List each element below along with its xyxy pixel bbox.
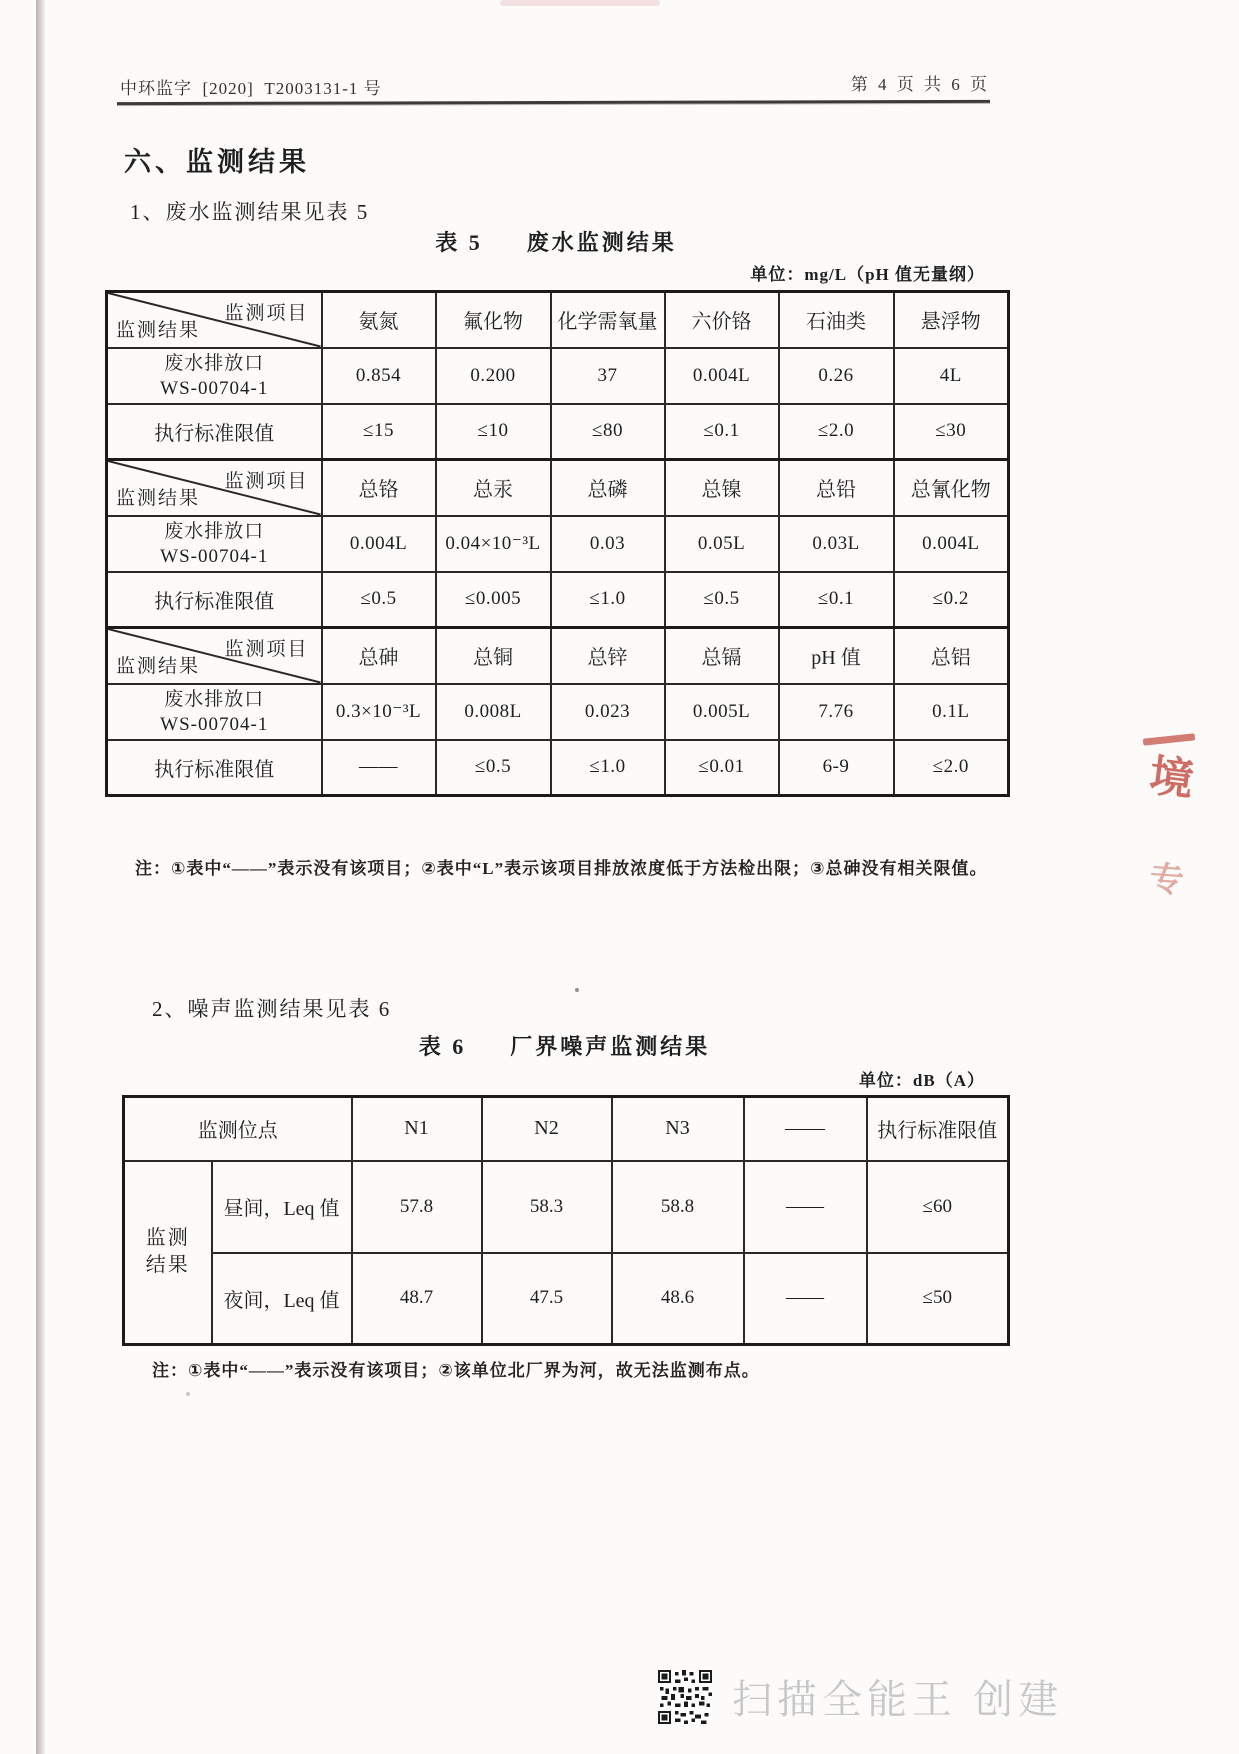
header-cell: 总镍 (665, 460, 779, 516)
table-row (107, 404, 1009, 460)
diagonal-bottom-label: 监测结果 (116, 487, 201, 509)
table-row (107, 348, 1009, 404)
limit-cell: ≤0.5 (436, 740, 551, 796)
outlet-name: 废水排放口 (164, 688, 265, 710)
row-label-cell: 昼间，Leq 值 (212, 1161, 352, 1253)
value-cell: 57.8 (352, 1161, 482, 1253)
table6-caption-label: 表 6 (418, 1034, 467, 1059)
limit-cell: ≤2.0 (894, 740, 1009, 796)
table-row (124, 1097, 1009, 1161)
header-cell: 总砷 (322, 628, 436, 684)
diagonal-top-label: 监测项目 (224, 639, 309, 660)
limit-cell: ≤30 (894, 404, 1009, 460)
header-cell: 总铬 (322, 460, 436, 516)
table-row (124, 1161, 1009, 1253)
scan-edge-shadow (36, 0, 45, 1754)
header-cell: —— (744, 1097, 867, 1161)
limit-cell: ≤0.01 (665, 740, 779, 796)
limit-cell: 6-9 (779, 740, 894, 796)
header-cell: 总铅 (779, 460, 894, 516)
limit-label-cell: 执行标准限值 (107, 740, 322, 796)
value-cell: 0.1L (894, 684, 1009, 740)
header-cell: 氨氮 (322, 292, 436, 348)
value-cell: 47.5 (482, 1253, 612, 1345)
limit-cell: ≤0.5 (665, 572, 779, 628)
qr-code (658, 1670, 712, 1724)
diagonal-top-label: 监测项目 (224, 303, 309, 324)
value-cell: ≤60 (867, 1161, 1009, 1253)
table5-caption-label: 表 5 (435, 230, 483, 255)
row-group-label: 监测 (145, 1227, 190, 1250)
header-cell: 总锌 (551, 628, 665, 684)
limit-cell: ≤1.0 (551, 740, 665, 796)
value-cell: ≤50 (867, 1253, 1009, 1345)
value-cell: 0.03L (779, 516, 894, 572)
table5-caption (105, 226, 1007, 257)
header-cell: 总铝 (894, 628, 1009, 684)
diagonal-header-cell (107, 628, 322, 684)
row-group-label: 结果 (145, 1254, 190, 1277)
diagonal-top-label: 监测项目 (224, 471, 309, 492)
header-cell: 总镉 (665, 628, 779, 684)
table5-unit: 单位：mg/L（pH 值无量纲） (750, 265, 985, 284)
header-cell: 悬浮物 (894, 292, 1009, 348)
table6-unit: 单位：dB（A） (858, 1071, 985, 1090)
noise-results-table (122, 1095, 1010, 1346)
header-cell: 总铜 (436, 628, 551, 684)
wastewater-results-table (105, 290, 1010, 797)
limit-cell: ≤0.2 (894, 572, 1009, 628)
table-row (107, 740, 1009, 796)
subsection-1-title: 1、废水监测结果见表 5 (130, 200, 370, 224)
value-cell: 0.004L (322, 516, 436, 572)
page-number: 第 4 页 共 6 页 (850, 75, 990, 94)
outlet-code: WS-00704-1 (160, 545, 269, 567)
value-cell: —— (744, 1253, 867, 1345)
header-cell: 石油类 (779, 292, 894, 348)
table-row (124, 1253, 1009, 1345)
value-cell: 0.008L (436, 684, 551, 740)
diagonal-bottom-label: 监测结果 (116, 655, 201, 677)
value-cell: 0.03 (551, 516, 665, 572)
table-row (107, 572, 1009, 628)
section-title: 六、监测结果 (124, 147, 310, 177)
value-cell: 0.26 (779, 348, 894, 404)
limit-cell: ≤0.1 (779, 572, 894, 628)
table5-caption-title: 废水监测结果 (526, 230, 677, 255)
value-cell: 0.200 (436, 348, 551, 404)
value-cell: 58.8 (612, 1161, 744, 1253)
value-cell: 0.05L (665, 516, 779, 572)
outlet-label-cell (107, 348, 322, 404)
table6-note: 注：①表中“——”表示没有该项目；②该单位北厂界为河，故无法监测布点。 (152, 1361, 760, 1380)
header-cell: N1 (352, 1097, 482, 1161)
value-cell: 48.6 (612, 1253, 744, 1345)
camscanner-watermark: 扫描全能王 创建 (732, 1678, 1064, 1722)
table-row (107, 684, 1009, 740)
scan-speck (186, 1392, 190, 1396)
header-cell: 六价铬 (665, 292, 779, 348)
subsection-2-title: 2、噪声监测结果见表 6 (152, 997, 392, 1021)
header-cell: 总磷 (551, 460, 665, 516)
value-cell: 4L (894, 348, 1009, 404)
limit-cell: ≤0.5 (322, 572, 436, 628)
table-row (107, 516, 1009, 572)
table6-caption-title: 厂界噪声监测结果 (510, 1034, 711, 1059)
diagonal-bottom-label: 监测结果 (116, 319, 201, 341)
limit-label-cell: 执行标准限值 (107, 404, 322, 460)
red-stamp-fragment-upper: 境 (1146, 751, 1197, 806)
value-cell: 58.3 (482, 1161, 612, 1253)
limit-cell: ≤1.0 (551, 572, 665, 628)
value-cell: 48.7 (352, 1253, 482, 1345)
header-cell: pH 值 (779, 628, 894, 684)
header-cell: 总氰化物 (894, 460, 1009, 516)
value-cell: 0.3×10⁻³L (322, 684, 436, 740)
outlet-name: 废水排放口 (164, 352, 265, 374)
outlet-code: WS-00704-1 (160, 713, 269, 735)
value-cell: 0.023 (551, 684, 665, 740)
table-row (107, 460, 1009, 516)
scan-smudge (500, 0, 660, 6)
limit-cell: ≤10 (436, 404, 551, 460)
limit-cell: ≤80 (551, 404, 665, 460)
outlet-code: WS-00704-1 (160, 377, 269, 399)
value-cell: 0.005L (665, 684, 779, 740)
header-rule (117, 100, 990, 106)
limit-cell: ≤2.0 (779, 404, 894, 460)
limit-cell: ≤0.1 (665, 404, 779, 460)
row-label-cell: 夜间，Leq 值 (212, 1253, 352, 1345)
header-cell: 化学需氧量 (551, 292, 665, 348)
row-group-label-cell (124, 1161, 212, 1345)
limit-cell: ≤15 (322, 404, 436, 460)
diagonal-header-cell (107, 460, 322, 516)
header-cell: N3 (612, 1097, 744, 1161)
outlet-name: 废水排放口 (164, 520, 265, 542)
scan-speck (575, 988, 579, 992)
limit-cell: ≤0.005 (436, 572, 551, 628)
document-number: 中环监字 [2020] T2003131-1 号 (120, 79, 382, 98)
outlet-label-cell (107, 516, 322, 572)
table-row (107, 628, 1009, 684)
red-stamp-fragment-lower: 专 (1148, 860, 1185, 901)
value-cell: 0.854 (322, 348, 436, 404)
table-row (107, 292, 1009, 348)
value-cell: 37 (551, 348, 665, 404)
outlet-label-cell (107, 684, 322, 740)
value-cell: 0.04×10⁻³L (436, 516, 551, 572)
limit-label-cell: 执行标准限值 (107, 572, 322, 628)
header-cell: 氟化物 (436, 292, 551, 348)
diagonal-header-cell (107, 292, 322, 348)
header-cell: N2 (482, 1097, 612, 1161)
value-cell: 7.76 (779, 684, 894, 740)
value-cell: —— (744, 1161, 867, 1253)
header-cell: 执行标准限值 (867, 1097, 1009, 1161)
header-cell: 监测位点 (124, 1097, 352, 1161)
value-cell: 0.004L (665, 348, 779, 404)
value-cell: 0.004L (894, 516, 1009, 572)
limit-cell: —— (322, 740, 436, 796)
table5-note: 注：①表中“——”表示没有该项目；②表中“L”表示该项目排放浓度低于方法检出限；③总砷没有相关限值。 (135, 859, 988, 878)
header-cell: 总汞 (436, 460, 551, 516)
table6-caption (122, 1030, 1007, 1061)
